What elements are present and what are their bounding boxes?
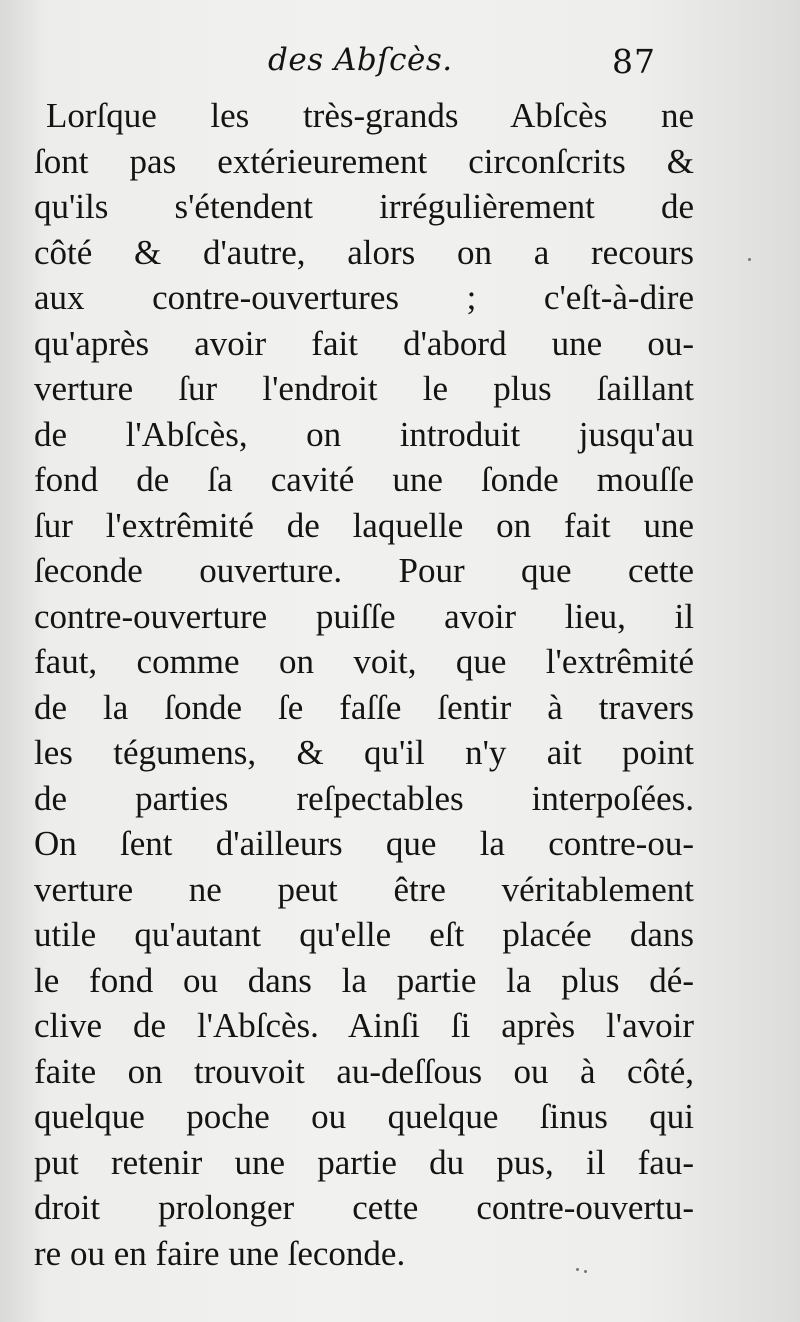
text-line: qu'après avoir fait d'abord une ou- <box>34 323 694 363</box>
text-line: ſeconde ouverture. Pour que cette <box>34 551 694 590</box>
text-line: le fond ou dans la partie la plus dé- <box>34 960 694 1000</box>
text-line: droit prolonger cette contre-ouvertu- <box>34 1188 694 1227</box>
text-line: verture ſur l'endroit le plus ſaillant <box>34 369 694 408</box>
text-line: re ou en faire une ſeconde. <box>34 1233 406 1273</box>
text-line: put retenir une partie du pus, il fau- <box>34 1142 694 1182</box>
text-line: faut, comme on voit, que l'extrêmité <box>34 642 694 681</box>
text-line: quelque poche ou quelque ſinus qui <box>34 1097 694 1136</box>
text-line: les tégumens, & qu'il n'y ait point <box>34 733 694 772</box>
running-title: des Abſcès. <box>268 42 453 78</box>
paper-speck <box>584 1270 587 1273</box>
page-number: 87 <box>612 42 656 81</box>
paper-speck <box>576 1268 579 1271</box>
text-line: Lorſque les très-grands Abſcès ne <box>46 96 694 135</box>
body-text <box>34 93 694 1276</box>
text-line: utile qu'autant qu'elle eſt placée dans <box>34 915 694 954</box>
text-line: ſur l'extrêmité de laquelle on fait une <box>34 505 694 545</box>
text-line: de parties reſpectables interpoſées. <box>34 778 694 818</box>
page-header <box>0 42 800 92</box>
text-line: de la ſonde ſe faſſe ſentir à travers <box>34 687 694 727</box>
text-line: faite on trouvoit au-deſſous ou à côté, <box>34 1051 694 1091</box>
text-line: côté & d'autre, alors on a recours <box>34 232 694 272</box>
text-line: contre-ouverture puiſſe avoir lieu, il <box>34 596 694 636</box>
text-line: aux contre-ouvertures ; c'eſt-à-dire <box>34 278 694 317</box>
text-line: verture ne peut être véritablement <box>34 869 694 909</box>
text-line: fond de ſa cavité une ſonde mouſſe <box>34 460 694 499</box>
text-line: ſont pas extérieurement circonſcrits & <box>34 141 694 181</box>
text-line: de l'Abſcès, on introduit jusqu'au <box>34 414 694 454</box>
paper-speck <box>748 258 751 261</box>
text-line: On ſent d'ailleurs que la contre-ou- <box>34 824 694 863</box>
text-line: qu'ils s'étendent irrégulièrement de <box>34 187 694 226</box>
text-line: clive de l'Abſcès. Ainſi ſi après l'avoir <box>34 1006 694 1045</box>
